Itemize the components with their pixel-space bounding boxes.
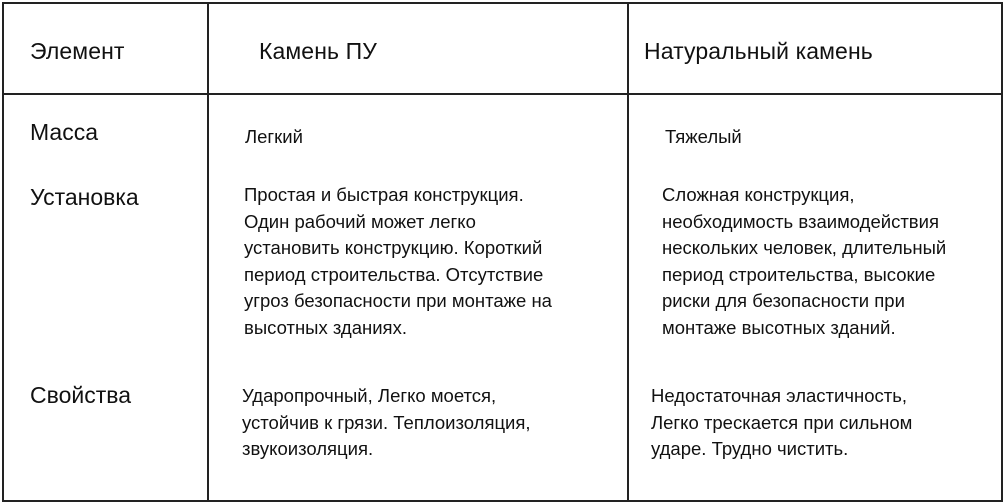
row-label-mass: Масса (30, 119, 99, 145)
mass-pu-stone: Легкий (245, 126, 303, 147)
header-element: Элемент (30, 38, 125, 64)
row-label-properties: Свойства (30, 382, 131, 408)
mass-natural-stone: Тяжелый (665, 126, 742, 147)
header-natural-stone: Натуральный камень (644, 38, 873, 64)
column-divider-2 (627, 2, 629, 502)
installation-pu-stone: Простая и быстрая конструкция. Один рабочий может легко установить конструкцию. Короткий период строительства. Отсутствие угроз безопасности при монтаже на высотных зданиях. (244, 184, 552, 338)
table-border-bottom (2, 500, 1003, 502)
table-border-top (2, 2, 1003, 4)
properties-pu-stone: Ударопрочный, Легко моется, устойчив к грязи. Теплоизоляция, звукоизоляция. (242, 385, 531, 459)
properties-natural-stone: Недостаточная эластичность, Легко трескается при сильном ударе. Трудно чистить. (651, 385, 913, 459)
row-label-installation: Установка (30, 184, 139, 210)
table-border-right (1001, 2, 1003, 502)
column-divider-1 (207, 2, 209, 502)
header-divider (2, 93, 1003, 95)
table-border-left (2, 2, 4, 502)
header-pu-stone: Камень ПУ (259, 38, 377, 64)
installation-natural-stone: Сложная конструкция, необходимость взаимодействия нескольких человек, длительный период строительства, высокие риски для безопасности при монтаже высотных зданий. (662, 184, 947, 338)
